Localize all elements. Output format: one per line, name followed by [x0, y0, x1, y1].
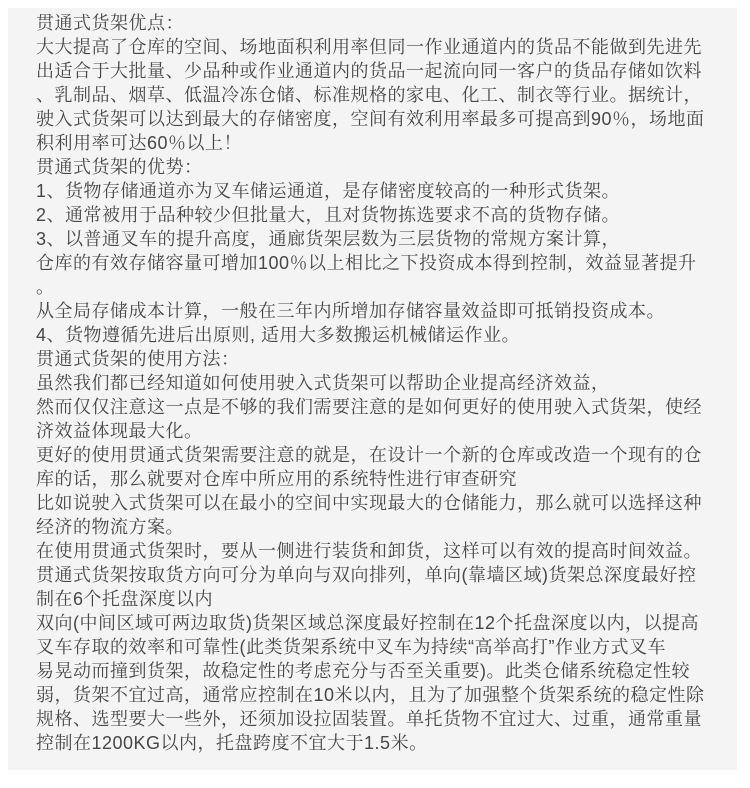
article-body — [8, 8, 737, 755]
text-line: 3、以普通叉车的提升高度，通廊货架层数为三层货物的常规方案计算， — [36, 229, 621, 249]
text-line: 济效益体现最大化。 — [36, 421, 203, 441]
text-line: 贯通式货架优点： — [36, 13, 184, 33]
text-line: 然而仅仅注意这一点是不够的我们需要注意的是如何更好的使用驶入式货架，使经 — [36, 397, 702, 417]
text-line: 易晃动而撞到货架，故稳定性的考虑充分与否至关重要)。此类仓储系统稳定性较 — [36, 661, 690, 681]
text-line: 贯通式货架按取货方向可分为单向与双向排列，单向(靠墙区域)货架总深度最好控 — [36, 565, 697, 585]
text-line: 仓库的有效存储容量可增加100％以上相比之下投资成本得到控制，效益显著提升 — [36, 253, 697, 273]
text-line: 在使用贯通式货架时，要从一侧进行装货和卸货，这样可以有效的提高时间效益。 — [36, 541, 702, 561]
text-line: 库的话，那么就要对仓库中所应用的系统特性进行审查研究 — [36, 469, 517, 489]
text-line: 1、货物存储通道亦为叉车储运通道，是存储密度较高的一种形式货架。 — [36, 181, 621, 201]
text-line: 控制在1200KG以内，托盘跨度不宜大于1.5米。 — [36, 733, 428, 753]
text-line: 出适合于大批量、少品种或作业通道内的货品一起流向同一客户的货品存储如饮料 — [36, 61, 702, 81]
text-line: 积利用率可达60％以上！ — [36, 133, 243, 153]
text-line: 制在6个托盘深度以内 — [36, 589, 214, 609]
text-line: 双向(中间区域可两边取货)货架区域总深度最好控制在12个托盘深度以内，以提高 — [36, 613, 700, 633]
text-line: 经济的物流方案。 — [36, 517, 184, 537]
text-line: 虽然我们都已经知道如何使用驶入式货架可以帮助企业提高经济效益， — [36, 373, 610, 393]
content-panel — [8, 8, 737, 770]
text-line: 2、通常被用于品种较少但批量大，且对货物拣选要求不高的货物存储。 — [36, 205, 621, 225]
text-line: 贯通式货架的优势： — [36, 157, 203, 177]
text-line: 4、货物遵循先进后出原则, 适用大多数搬运机械储运作业。 — [36, 325, 521, 345]
text-line: 更好的使用贯通式货架需要注意的就是，在设计一个新的仓库或改造一个现有的仓 — [36, 445, 702, 465]
text-line: 弱，货架不宜过高，通常应控制在10米以内，且为了加强整个货架系统的稳定性除 — [36, 685, 705, 705]
text-line: 。 — [36, 277, 55, 297]
text-line: 、乳制品、烟草、低温冷冻仓储、标准规格的家电、化工、制衣等行业。据统计， — [36, 85, 702, 105]
text-line: 叉车存取的效率和可靠性(此类货架系统中叉车为持续“高举高打”作业方式叉车 — [36, 637, 666, 657]
text-line: 贯通式货架的使用方法： — [36, 349, 240, 369]
text-line: 大大提高了仓库的空间、场地面积利用率但同一作业通道内的货品不能做到先进先 — [36, 37, 702, 57]
text-line: 比如说驶入式货架可以在最小的空间中实现最大的仓储能力，那么就可以选择这种 — [36, 493, 702, 513]
text-line: 规格、选型要大一些外，还须加设拉固装置。单托货物不宜过大、过重，通常重量 — [36, 709, 702, 729]
text-line: 驶入式货架可以达到最大的存储密度，空间有效利用率最多可提高到90％，场地面 — [36, 109, 705, 129]
text-line: 从全局存储成本计算，一般在三年内所增加存储容量效益即可抵销投资成本。 — [36, 301, 665, 321]
